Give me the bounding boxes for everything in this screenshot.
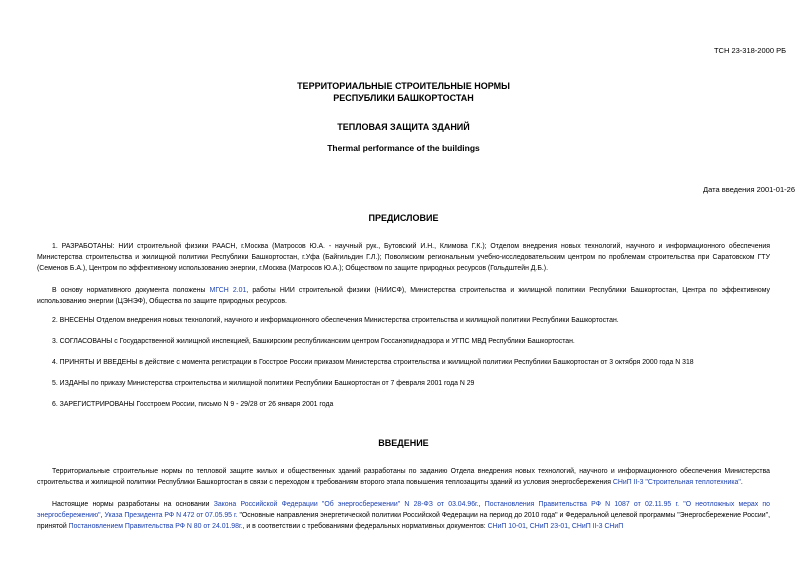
intro-p2-sep-2: , <box>100 512 105 519</box>
preface-item-2: 2. ВНЕСЕНЫ Отделом внедрения новых технологий, научного и информационного обеспечения Министерства строительства и жилищной политики Республики Башкортостан. <box>52 317 619 324</box>
intro-p2-sep-3: , <box>525 523 530 530</box>
preface-heading: ПРЕДИСЛОВИЕ <box>368 213 439 223</box>
preface-item-4: 4. ПРИНЯТЫ И ВВЕДЕНЫ в действие с момента регистрации в Госстрое России приказом Министерства строительства и жилищной политики Республики Башкортостан от 3 октября 2000 года N 318 <box>52 359 694 366</box>
subject-title-en: Thermal performance of the buildings <box>327 143 480 153</box>
intro-p2-text-a: Настоящие нормы разработаны на основании <box>52 501 214 508</box>
mgsn-link[interactable]: МГСН 2.01 <box>209 287 247 294</box>
subject-title-ru: ТЕПЛОВАЯ ЗАЩИТА ЗДАНИЙ <box>337 122 470 132</box>
intro-p2-sep-4: , <box>568 523 572 530</box>
snip-23-01-link[interactable]: СНиП 23-01 <box>529 523 569 530</box>
intro-p1-text-b: . <box>740 479 743 486</box>
preface-basis-text-b: , работы НИИ строительной физики (НИИСФ), Министерства строительства и жилищной политики Республики Башкортостан, Центра по эффективному использованию энергии (ЦЭНЭФ), Общества по защите природных ресурсов. <box>37 287 770 305</box>
president-decree-link[interactable]: Указа Президента РФ N 472 от 07.05.95 г. <box>104 512 238 519</box>
gov-resolution-1087-link[interactable]: Постановления Правительства РФ N 1087 от 02.11.95 г. "О неотложных мерах по энергосбережению" <box>37 501 770 519</box>
introduction-paragraph-1 <box>37 466 770 488</box>
energy-law-link[interactable]: Закона Российской Федерации "Об энергосбережении" N 28-ФЗ от 03.04.96г. <box>213 501 479 508</box>
introduction-heading: ВВЕДЕНИЕ <box>378 438 429 448</box>
intro-p2-sep-1: , <box>478 501 485 508</box>
snip-10-01-link[interactable]: СНиП 10-01 <box>487 523 526 530</box>
snip-link[interactable]: СНиП <box>604 523 624 530</box>
preface-item-5: 5. ИЗДАНЫ по приказу Министерства строительства и жилищной политики Республики Башкортостан от 7 февраля 2001 года N 29 <box>52 380 475 387</box>
intro-p1-text-a: Территориальные строительные нормы по тепловой защите жилых и общественных зданий разработаны по заданию Отдела внедрения новых технологий, научного и информационного обеспечения Министерства строительства и жилищной политики Республики Башкортостан в связи с переходом к требованиям второго этапа повышения теплозащиты зданий из условия энергосбережения <box>37 468 770 486</box>
title-line-2: РЕСПУБЛИКИ БАШКОРТОСТАН <box>333 93 474 103</box>
snip-ii3-link[interactable]: СНиП II-3 "Строительная теплотехника" <box>612 479 741 486</box>
snip-ii-3-link[interactable]: СНиП II-3 <box>571 523 603 530</box>
gov-resolution-80-link[interactable]: Постановлением Правительства РФ N 80 от 24.01.98г. <box>68 523 243 530</box>
document-code: ТСН 23-318-2000 РБ <box>713 46 786 55</box>
preface-item-6: 6. ЗАРЕГИСТРИРОВАНЫ Госстроем России, письмо N 9 - 29/28 от 26 января 2001 года <box>52 401 334 408</box>
introduction-paragraph-2 <box>37 499 770 532</box>
document-title <box>0 80 807 104</box>
preface-item-3: 3. СОГЛАСОВАНЫ с Государственной жилищной инспекцией, Башкирским республиканским центром Госсанэпиднадзора и УГПС МВД Республики Башкортостан. <box>52 338 575 345</box>
preface-item-1: 1. РАЗРАБОТАНЫ: НИИ строительной физики РААСН, г.Москва (Матросов Ю.А. - научный рук., Бутовский И.Н., Климова Г.К.); Отделом внедрения новых технологий, научного и информационного обеспечения Министерства строительства и жилищной политики Республики Башкортостан, г.Уфа (Байгильдин Г.Л.); Поволжским региональным учебно-исследовательским центром по проблемам строительства при Саратовском ГТУ (Семенов Б.А.), Центром по эффективному использованию энергии, г.Москва (Матросов Ю.А.); Обществом по защите природных ресурсов (Гольдштейн Д.Б.). <box>37 243 770 272</box>
introduction-date: Дата введения 2001-01-26 <box>703 185 795 194</box>
preface-basis-text-a: В основу нормативного документа положены <box>52 287 210 294</box>
title-line-1: ТЕРРИТОРИАЛЬНЫЕ СТРОИТЕЛЬНЫЕ НОРМЫ <box>297 81 510 91</box>
intro-p2-text-b: "Основные направления энергетической политики Российской Федерации на период до 2010 года" и Федеральной целевой программы "Энергосбережение России", принятой <box>37 512 770 530</box>
preface-basis-paragraph <box>37 285 770 307</box>
intro-p2-text-c: , и в соответствии с требованиями федеральных нормативных документов: <box>242 523 488 530</box>
